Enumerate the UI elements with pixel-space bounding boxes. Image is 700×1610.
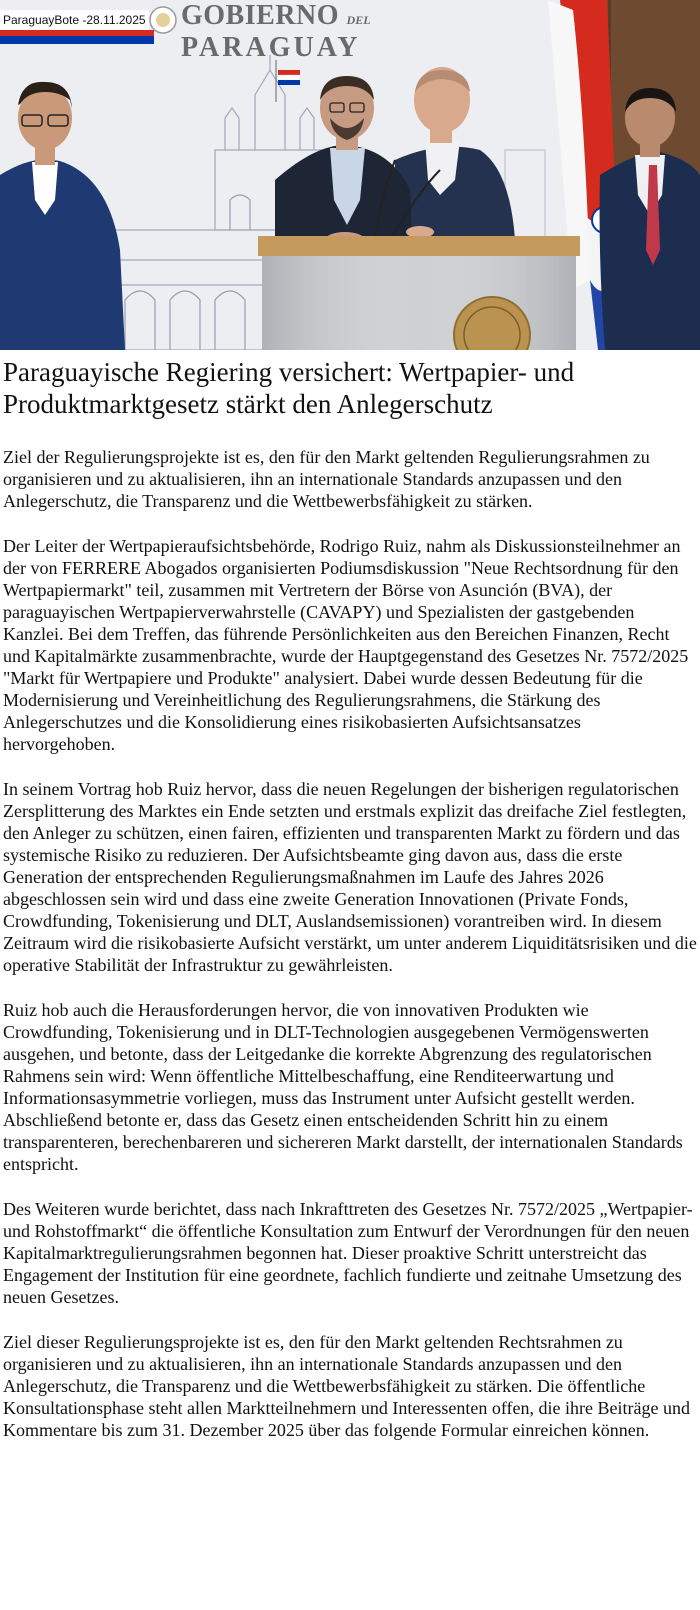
article-paragraph: Der Leiter der Wertpapieraufsichtsbehörde, Rodrigo Ruiz, nahm als Diskussionsteilnehmer an der von FERRERE Abogados organisierten Podiumsdiskussion "Neue Rechtsordnung für den Wertpapiermarkt" teil, zusammen mit Vertretern der Börse von Asunción (BVA), der paraguayischen Wertpapierverwahrstelle (CAVAPY) und Spezialisten der gastgebenden Kanzlei. Bei dem Treffen, das führende Persönlichkeiten aus den Bereichen Finanzen, Recht und Kapitalmärkte zusammenbrachte, wurde der Hauptgegenstand des Gesetzes Nr. 7572/2025 "Markt für Wertpapiere und Produkte" analysiert. Dabei wurde dessen Bedeutung für die Modernisierung und Vereinheitlichung des Regulierungsrahmens, die Stärkung des Anlegerschutzes und die Konsolidierung eines risikobasierten Aufsichtsansatzes hervorgehoben. <box>3 536 689 754</box>
hero-photo <box>0 0 700 350</box>
article-paragraph: Des Weiteren wurde berichtet, dass nach Inkrafttreten des Gesetzes Nr. 7572/2025 „Wertpapier- und Rohstoffmarkt“ die öffentliche Konsultation zum Entwurf der Verordnungen für den neuen Kapitalmarktregulierungsrahmen begonnen hat. Dieser proaktive Schritt unterstreicht das Engagement der Institution für eine geordnete, fachlich fundierte und zeitnahe Umsetzung des neuen Gesetzes. <box>3 1199 693 1307</box>
article-headline: Paraguayische Regiering versichert: Wertpapier- und Produktmarktgesetz stärkt den Anlegerschutz <box>3 357 575 419</box>
article-paragraph: Ruiz hob auch die Herausforderungen hervor, die von innovativen Produkten wie Crowdfunding, Tokenisierung und in DLT-Technologien ausgegebenen Vermögenswerten ausgehen, und betonte, dass der Leitgedanke die korrekte Abgrenzung des regulatorischen Rahmens sein wird: Wenn öffentliche Mittelbeschaffung, eine Renditeerwartung und Informationsasymmetrie vorliegen, muss das Instrument unter Aufsicht gestellt werden. Abschließend betonte er, dass das Gesetz einen entscheidenden Schritt hin zu einem transparenteren, berechenbareren und sichereren Markt darstellt, der internationalen Standards entspricht. <box>3 1000 683 1174</box>
article-body <box>3 446 697 1441</box>
badge-label: ParaguayBote -28.11.2025 <box>0 10 149 30</box>
article-paragraph: Ziel dieser Regulierungsprojekte ist es, den für den Markt geltenden Rechtsrahmen zu organisieren und zu aktualisieren, ihn an internationale Standards anzupassen und den Anlegerschutz, die Transparenz und die Wettbewerbsfähigkeit zu stärken. Die öffentliche Konsultationsphase steht allen Marktteilnehmern und Interessenten offen, die ihre Beiträge und Kommentare bis zum 31. Dezember 2025 über das folgende Formular einreichen können. <box>3 1332 690 1440</box>
source-date-badge <box>0 10 154 44</box>
government-title: GOBIERNO DEL PARAGUAY <box>181 0 371 63</box>
article <box>3 356 697 1464</box>
article-paragraph: Ziel der Regulierungsprojekte ist es, den für den Markt geltenden Regulierungsrahmen zu organisieren und zu aktualisieren, ihn an internationale Standards anzupassen und den Anlegerschutz, die Transparenz und die Wettbewerbsfähigkeit zu stärken. <box>3 447 650 511</box>
badge-stripe-blue <box>0 36 154 44</box>
article-paragraph: In seinem Vortrag hob Ruiz hervor, dass die neuen Regelungen der bisherigen regulatorischen Zersplitterung des Marktes ein Ende setzten und erstmals explizit das dreifache Ziel festlegten, den Anleger zu schützen, einen fairen, effizienten und transparenten Markt zu fördern und das systemische Risiko zu reduzieren. Der Aufsichtsbeamte ging davon aus, dass die erste Generation der entsprechenden Regulierungsmaßnahmen im Laufe des Jahres 2026 abgeschlossen sein wird und dass eine zweite Generation Innovationen (Private Fonds, Crowdfunding, Tokenisierung und DLT, Auslandsemissionen) vorantreiben wird. In diesem Zeitraum wird die risikobasierte Aufsicht verstärkt, um unter anderem Liquiditätsrisiken und die operative Stabilität der Infrastruktur zu gewährleisten. <box>3 779 697 975</box>
podium <box>258 236 580 350</box>
